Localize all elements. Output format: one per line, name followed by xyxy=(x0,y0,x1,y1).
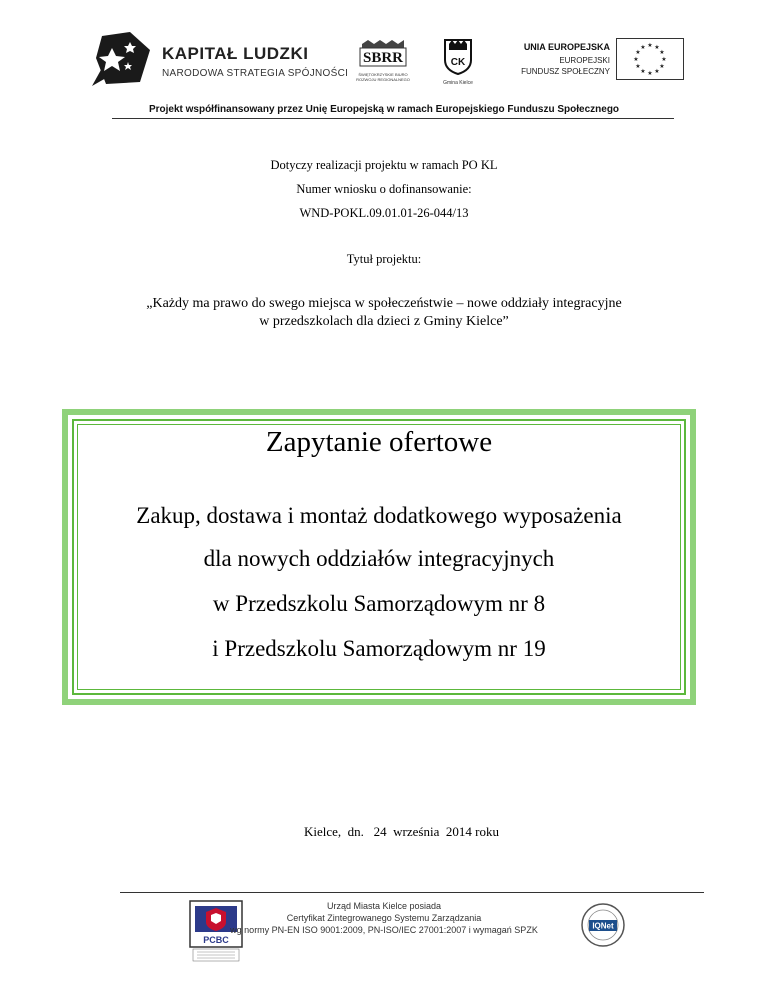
iqnet-label: IQNet xyxy=(592,921,614,931)
svg-text:★: ★ xyxy=(659,50,665,56)
svg-text:★: ★ xyxy=(647,43,653,49)
cofinance-banner: Projekt współfinansowany przez Unię Europejską w ramach Europejskiego Funduszu Społecznego xyxy=(148,104,620,115)
certificate-line1: Urząd Miasta Kielce posiada xyxy=(326,901,442,911)
ue-line2: EUROPEJSKI xyxy=(559,56,610,65)
pcbc-label: PCBC xyxy=(203,935,229,945)
gmina-label: CK xyxy=(450,57,466,68)
svg-text:★: ★ xyxy=(640,69,646,75)
gmina-kielce-crest-icon xyxy=(441,36,475,76)
svg-text:★: ★ xyxy=(635,64,641,70)
certificate-line3: wg normy PN-EN ISO 9001:2009, PN-ISO/IEC 27001:2007 i wymagań SPZK xyxy=(230,925,538,935)
svg-text:★: ★ xyxy=(659,64,665,70)
eu-flag-icon xyxy=(616,38,684,80)
subject-line3: w Przedszkolu Samorządowym nr 8 xyxy=(212,591,546,616)
ue-title: UNIA EUROPEJSKA xyxy=(523,42,610,52)
info-line-number: WND-POKL.09.01.01-26-044/13 xyxy=(299,206,469,220)
project-title-line2: w przedszkolach dla dzieci z Gminy Kielce” xyxy=(259,314,509,329)
project-title-line1: „Każdy ma prawo do swego miejsca w społeczeństwie – nowe oddziały integracyjne xyxy=(146,296,622,311)
footer-divider xyxy=(120,892,704,893)
gmina-caption: Gmina Kielce xyxy=(443,80,473,86)
svg-text:★: ★ xyxy=(635,50,641,56)
info-line-application: Numer wniosku o dofinansowanie: xyxy=(296,182,472,196)
info-line-project: Dotyczy realizacji projektu w ramach PO KL xyxy=(270,158,498,172)
header-divider xyxy=(112,118,674,119)
subject-line1: Zakup, dostawa i montaż dodatkowego wyposażenia xyxy=(136,503,622,528)
certificate-line2: Certyfikat Zintegrowanego Systemu Zarządzania xyxy=(286,913,482,923)
svg-text:★: ★ xyxy=(654,69,660,75)
svg-text:★: ★ xyxy=(647,71,653,77)
info-line-title-label: Tytuł projektu: xyxy=(346,252,422,266)
ue-line3: FUNDUSZ SPOŁECZNY xyxy=(521,67,610,76)
iqnet-certificate-icon xyxy=(580,902,626,948)
subject-line4: i Przedszkolu Samorządowym nr 19 xyxy=(212,636,546,661)
subject-line2: dla nowych oddziałów integracyjnych xyxy=(203,546,555,571)
svg-text:★: ★ xyxy=(633,57,639,63)
document-date: Kielce, dn. 24 września 2014 roku xyxy=(304,824,499,839)
kapital-ludzki-subtitle: NARODOWA STRATEGIA SPÓJNOŚCI xyxy=(162,68,349,79)
kapital-ludzki-logo-icon xyxy=(92,28,154,88)
svg-text:★: ★ xyxy=(640,45,646,51)
document-title: Zapytanie ofertowe xyxy=(265,426,493,458)
svg-text:★: ★ xyxy=(661,57,667,63)
sbrr-label: SBRR xyxy=(362,50,404,66)
svg-text:★: ★ xyxy=(654,45,660,51)
kapital-ludzki-title: KAPITAŁ LUDZKI xyxy=(162,44,309,63)
sbrr-caption: ŚWIĘTOKRZYSKIE BIURO ROZWOJU REGIONALNEGO xyxy=(356,72,410,82)
